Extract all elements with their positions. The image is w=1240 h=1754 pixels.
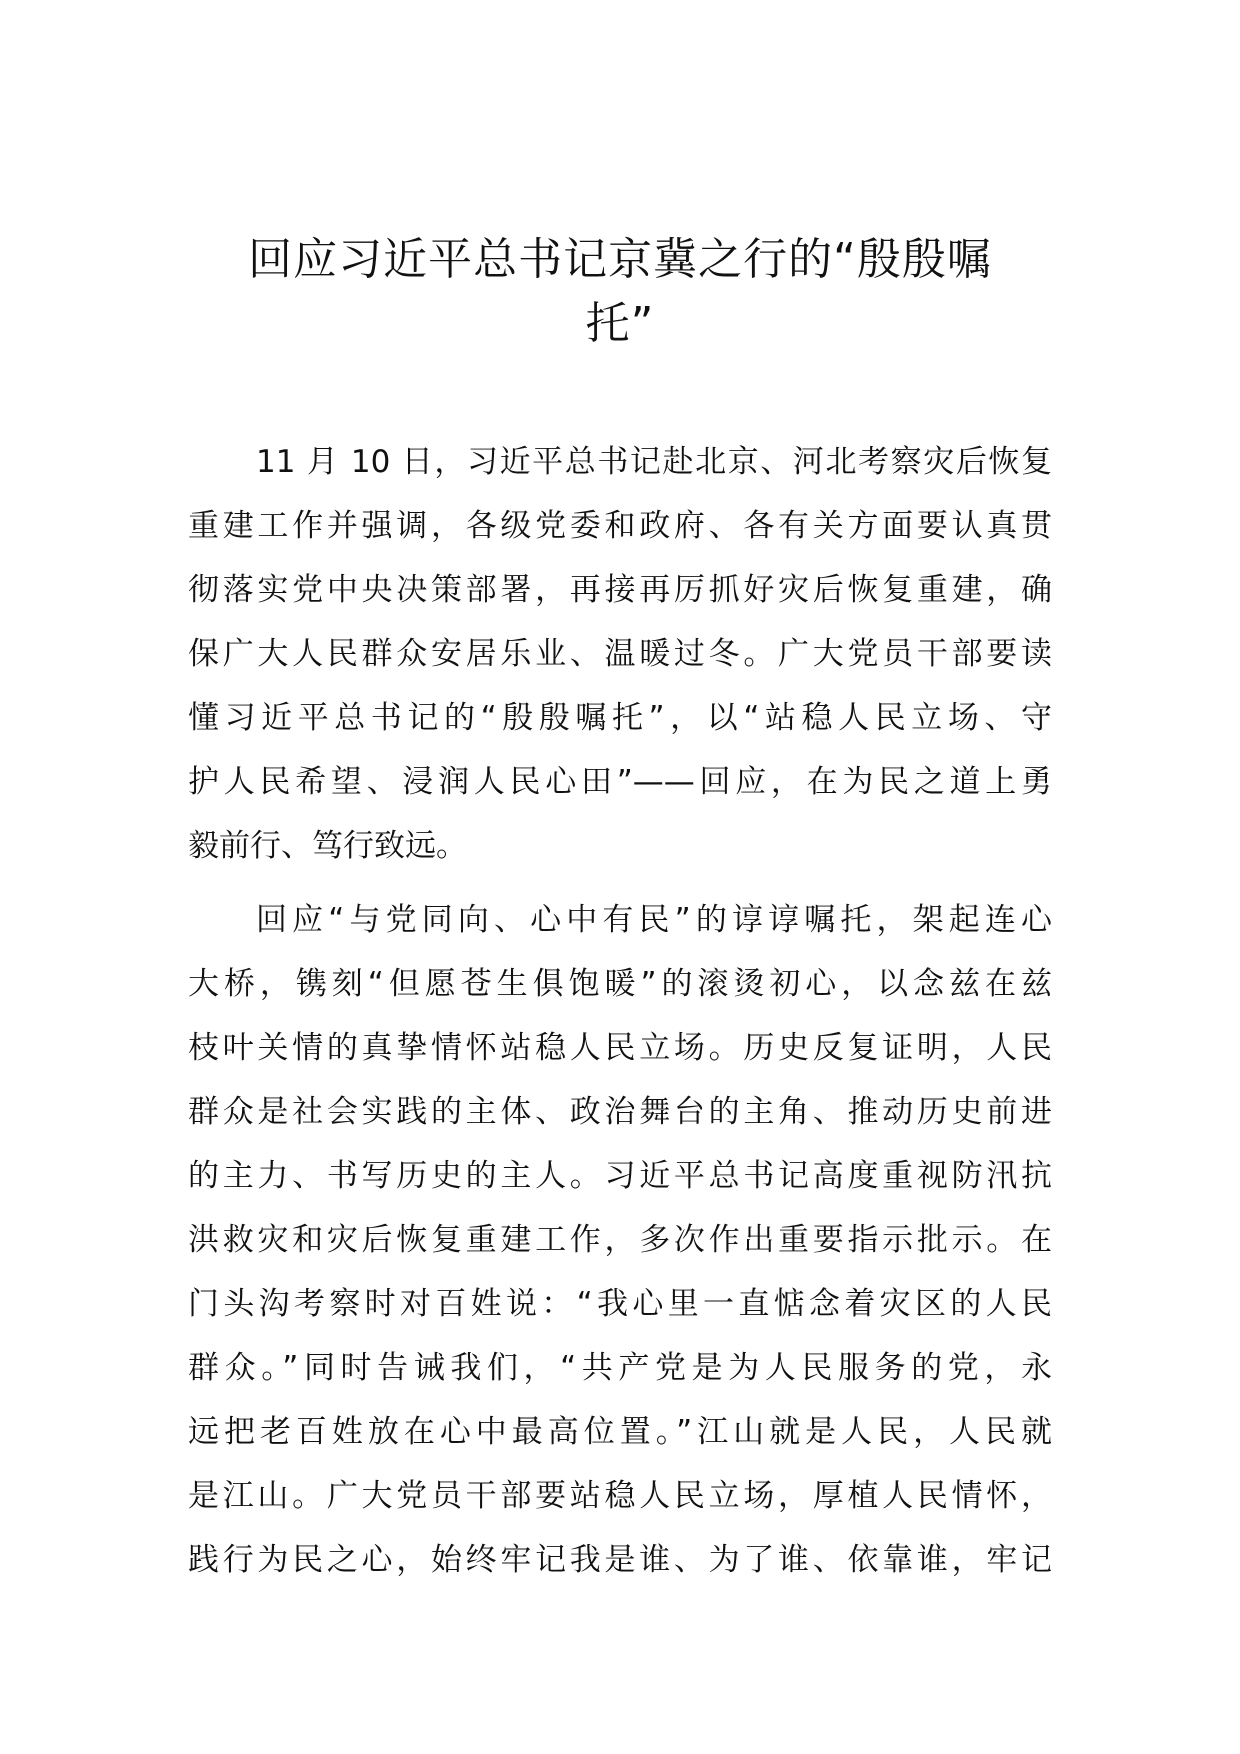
- title-line: 托”: [585, 298, 655, 349]
- paragraph-line: 的主力、书写历史的主人。习近平总书记高度重视防汛抗: [188, 1158, 1052, 1194]
- paragraph-line: 保广大人民群众安居乐业、温暖过冬。广大党员干部要读: [188, 636, 1052, 672]
- paragraph-line: 是江山。广大党员干部要站稳人民立场，厚植人民情怀，: [188, 1478, 1052, 1514]
- paragraph-line: 重建工作并强调，各级党委和政府、各有关方面要认真贯: [188, 508, 1052, 544]
- paragraph-line: 践行为民之心，始终牢记我是谁、为了谁、依靠谁，牢记: [188, 1542, 1052, 1578]
- paragraph-1: [188, 430, 1052, 878]
- title-line: 回应习近平总书记京冀之行的“殷殷嘱: [248, 234, 992, 285]
- document-title: [200, 228, 1040, 356]
- paragraph-2: [188, 888, 1052, 1592]
- paragraph-line: 远把老百姓放在心中最高位置。”江山就是人民，人民就: [188, 1414, 1052, 1450]
- paragraph-line: 护人民希望、浸润人民心田”——回应，在为民之道上勇: [188, 764, 1052, 800]
- paragraph-line: 懂习近平总书记的“殷殷嘱托”，以“站稳人民立场、守: [188, 700, 1052, 736]
- paragraph-line: 门头沟考察时对百姓说：“我心里一直惦念着灾区的人民: [188, 1286, 1052, 1322]
- paragraph-line: 11 月 10 日，习近平总书记赴北京、河北考察灾后恢复: [256, 444, 1052, 480]
- paragraph-line: 群众。”同时告诫我们，“共产党是为人民服务的党，永: [188, 1350, 1052, 1386]
- paragraph-line: 大桥，镌刻“但愿苍生俱饱暖”的滚烫初心，以念兹在兹: [188, 966, 1052, 1002]
- paragraph-line: 毅前行、笃行致远。: [188, 828, 467, 864]
- paragraph-line: 彻落实党中央决策部署，再接再厉抓好灾后恢复重建，确: [188, 572, 1052, 608]
- paragraph-line: 枝叶关情的真挚情怀站稳人民立场。历史反复证明，人民: [188, 1030, 1052, 1066]
- paragraph-line: 群众是社会实践的主体、政治舞台的主角、推动历史前进: [188, 1094, 1052, 1130]
- paragraph-line: 洪救灾和灾后恢复重建工作，多次作出重要指示批示。在: [188, 1222, 1052, 1258]
- paragraph-line: 回应“与党同向、心中有民”的谆谆嘱托，架起连心: [256, 902, 1052, 938]
